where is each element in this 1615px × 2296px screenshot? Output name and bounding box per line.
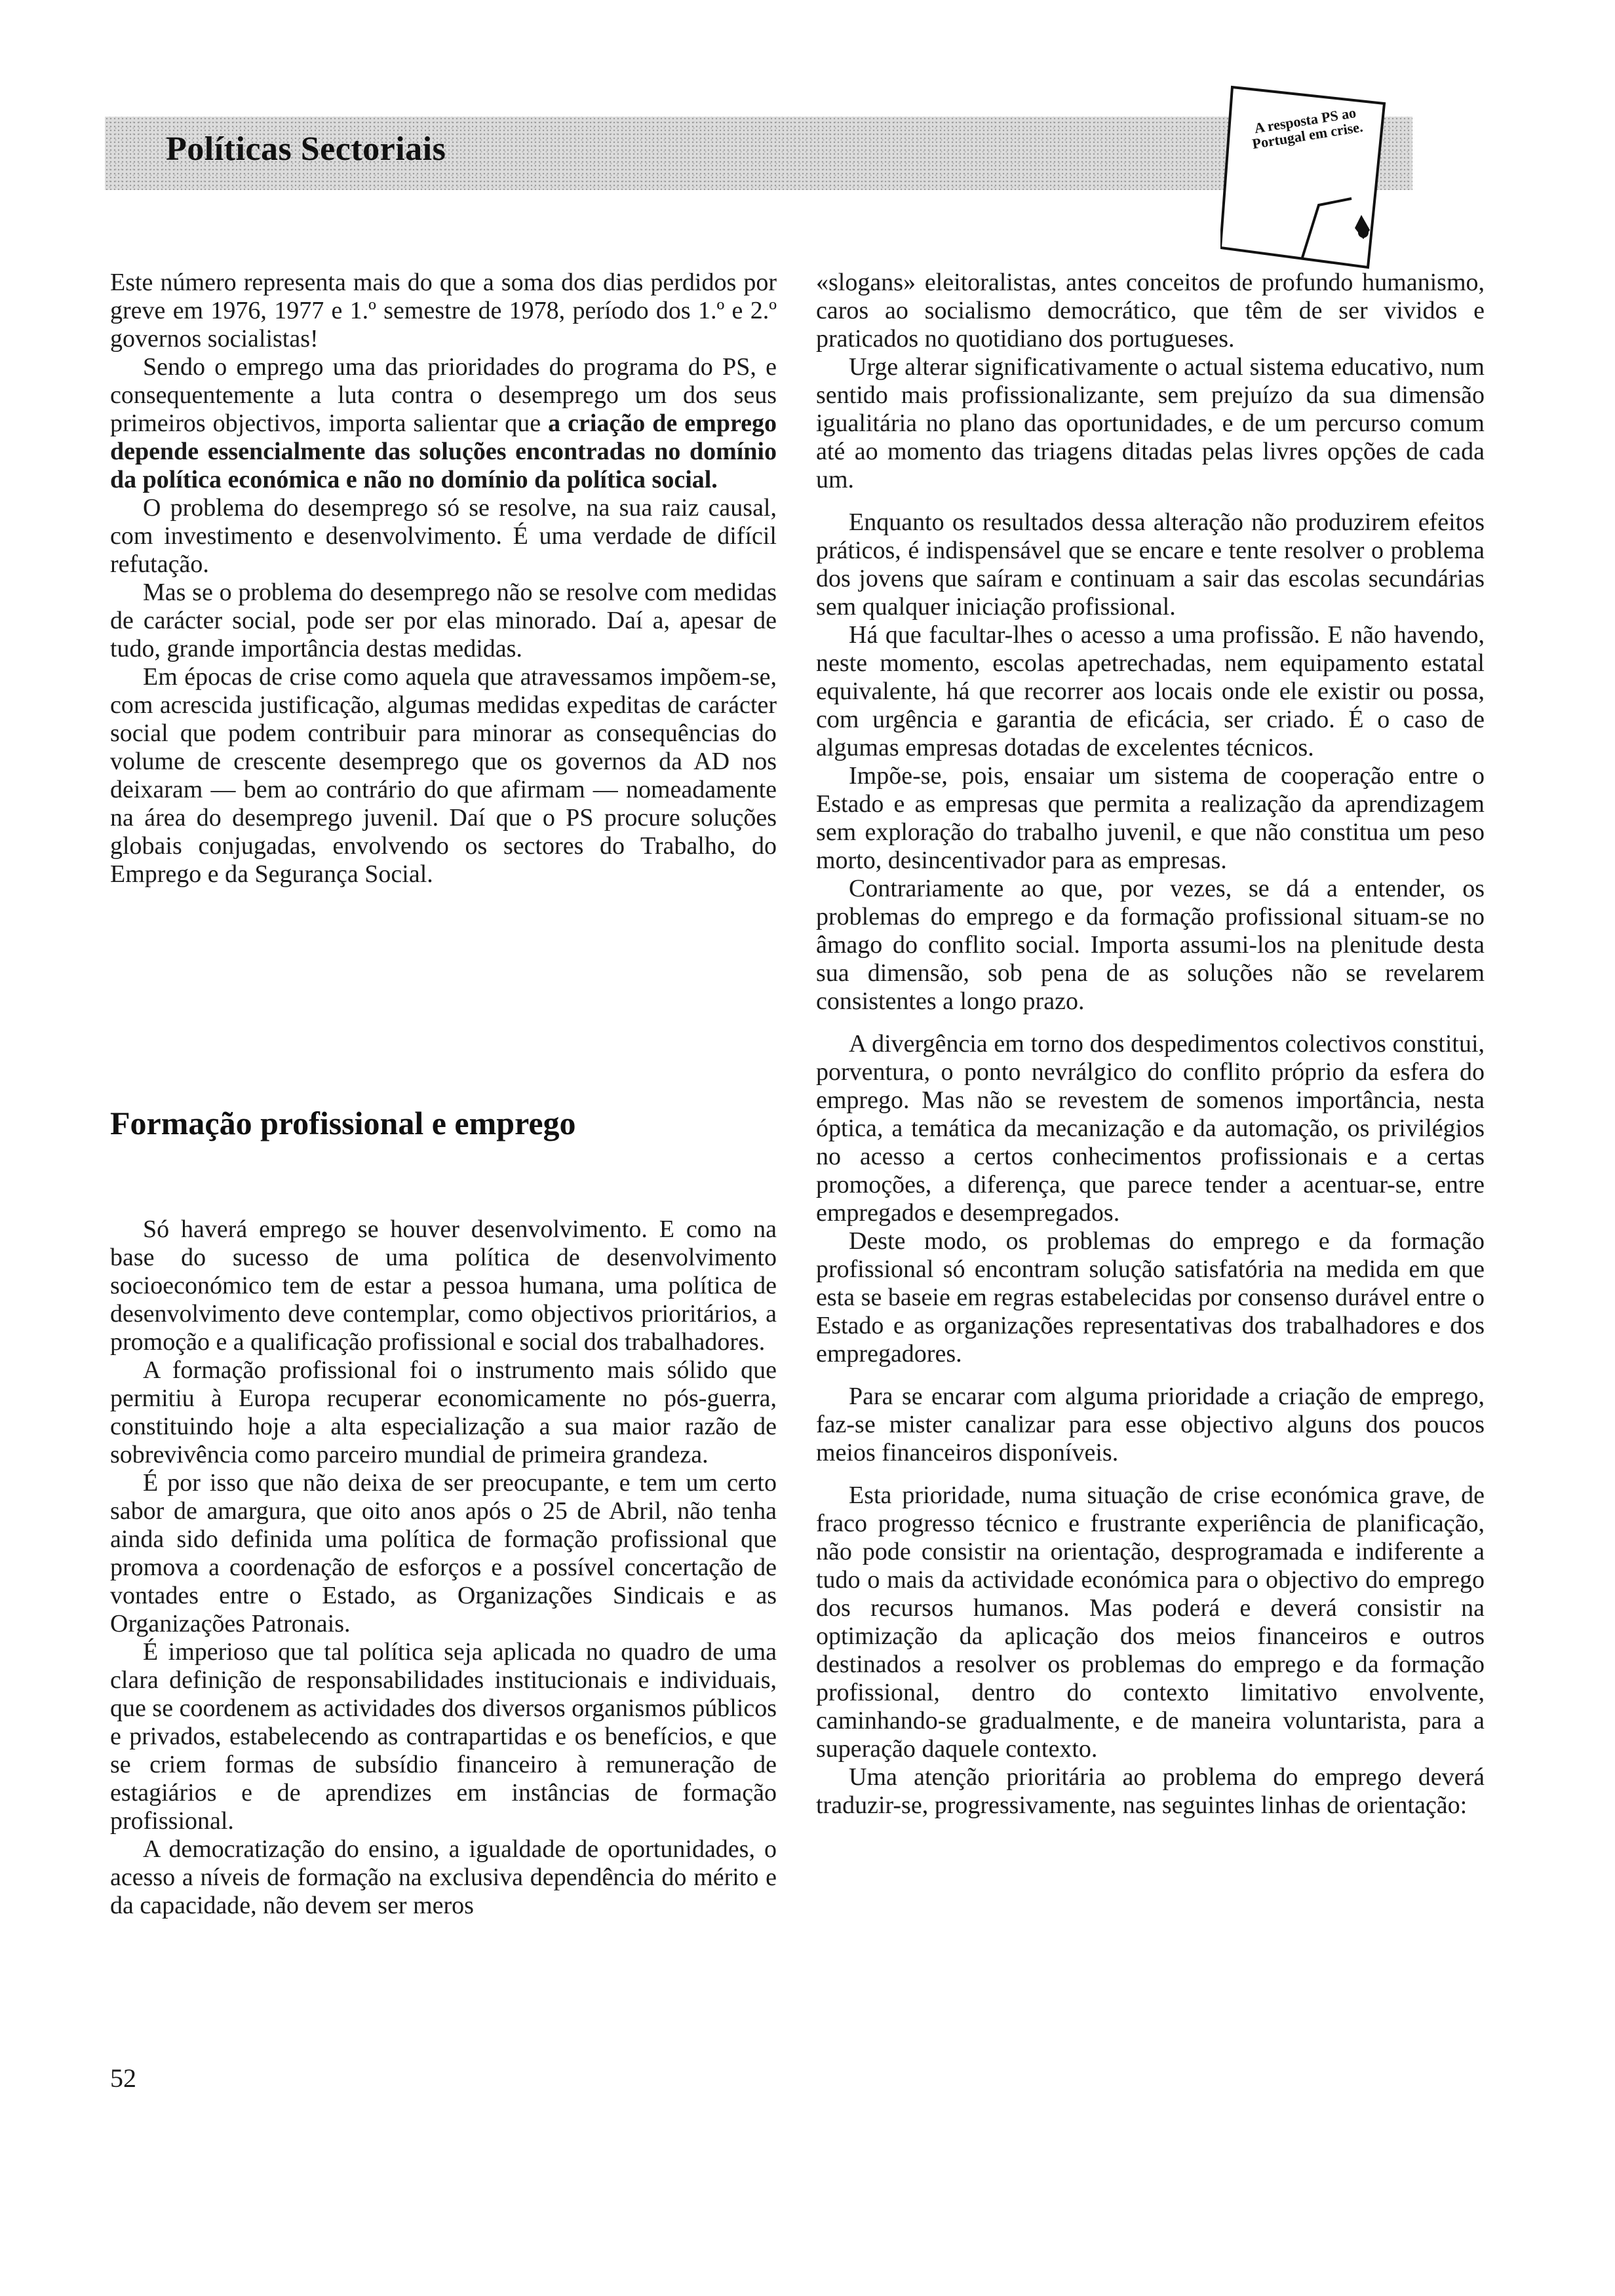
- paragraph: Mas se o problema do desemprego não se resolve com medidas de carácter social, pode ser por elas minorado. Daí a, apesar de tudo, grande importância destas medidas.: [110, 579, 777, 662]
- section-heading: Formação profissional e emprego: [110, 1105, 576, 1141]
- bold-emphasis: a criação de emprego depende essencialmente das soluções encontradas no domínio da política económica e não no domínio da política social.: [110, 410, 777, 493]
- section-header-title: Políticas Sectoriais: [166, 130, 446, 168]
- paragraph-text: Sendo o emprego uma das prioridades do programa do PS, e consequentemente a luta contra o desemprego um dos seus primeiros objectivos, importa salientar que: [110, 353, 777, 437]
- ps-logo: [1220, 67, 1394, 280]
- paragraph: Em épocas de crise como aquela que atravessamos impõem-se, com acrescida justificação, algumas medidas expeditas de carácter social que podem contribuir para minorar as consequências do volume de crescente desemprego que os governos da AD nos deixaram — bem ao contrário do que afirmam — nomeadamente na área do desemprego juvenil. Daí que o PS procure soluções globais conjugadas, envolvendo os sectores do Trabalho, do Emprego e da Segurança Social.: [110, 663, 777, 888]
- paragraph: Uma atenção prioritária ao problema do emprego deverá traduzir-se, progressivamente, nas seguintes linhas de orientação:: [816, 1763, 1485, 1819]
- paragraph: É por isso que não deixa de ser preocupante, e tem um certo sabor de amargura, que oito anos após o 25 de Abril, não tenha ainda sido definida uma política de formação profissional que promova a coordenação de esforços e a possível concertação de vontades entre o Estado, as Organizações Sindicais e as Organizações Patronais.: [110, 1469, 777, 1637]
- paragraph: Contrariamente ao que, por vezes, se dá a entender, os problemas do emprego e da formação profissional situam-se no âmago do conflito social. Importa assumi-los na plenitude desta sua dimensão, sob pena de as soluções não se revelarem consistentes a longo prazo.: [816, 875, 1485, 1015]
- logo-text: A resposta PS ao Portugal em crise.: [1251, 104, 1364, 153]
- paragraph: Só haverá emprego se houver desenvolvimento. E como na base do sucesso de uma política de desenvolvimento socioeconómico tem de estar a pessoa humana, uma política de desenvolvimento deve contemplar, como objectivos prioritários, a promoção e a qualificação profissional e social dos trabalhadores.: [110, 1215, 777, 1356]
- paragraph: Para se encarar com alguma prioridade a criação de emprego, faz-se mister canalizar para esse objectivo alguns dos poucos meios financeiros disponíveis.: [816, 1383, 1485, 1466]
- paragraph-with-emphasis: [110, 353, 777, 494]
- paragraph: Impõe-se, pois, ensaiar um sistema de cooperação entre o Estado e as empresas que permita a realização da aprendizagem sem exploração do trabalho juvenil, e que não constitua um peso morto, desincentivador para as empresas.: [816, 762, 1485, 874]
- paragraph: A democratização do ensino, a igualdade de oportunidades, o acesso a níveis de formação na exclusiva dependência do mérito e da capacidade, não devem ser meros: [110, 1835, 777, 1919]
- page-number: 52: [110, 2063, 136, 2093]
- paragraph: A divergência em torno dos despedimentos colectivos constitui, porventura, o ponto nevrálgico do conflito próprio da esfera do emprego. Mas não se revestem de somenos importância, nesta óptica, a temática da mecanização e da automação, os privilégios no acesso a certos conhecimentos profissionais e a certas promoções, a diferença, que parece tender a acentuar-se, entre empregados e desempregados.: [816, 1030, 1485, 1227]
- paragraph: Enquanto os resultados dessa alteração não produzirem efeitos práticos, é indispensável que se encare e tente resolver o problema dos jovens que saíram e continuam a sair das escolas secundárias sem qualquer iniciação profissional.: [816, 508, 1485, 621]
- logo-drawing: [1220, 67, 1394, 280]
- right-column: [816, 269, 1485, 1820]
- left-column-section: [110, 1215, 777, 1920]
- paragraph: É imperioso que tal política seja aplicada no quadro de uma clara definição de responsabilidades institucionais e individuais, que se coordenem as actividades dos diversos organismos públicos e privados, estabelecendo as contrapartidas e os benefícios, e que se criem formas de subsídio financeiro à remuneração de estagiários e de aprendizes em instâncias de formação profissional.: [110, 1638, 777, 1835]
- paragraph: Urge alterar significativamente o actual sistema educativo, num sentido mais profissionalizante, sem prejuízo da sua dimensão igualitária no plano das oportunidades, e de um percurso comum até ao momento das triagens ditadas pelas livres opções de cada um.: [816, 353, 1485, 493]
- paragraph: Deste modo, os problemas do emprego e da formação profissional só encontram solução satisfatória na medida em que esta se baseie em regras estabelecidas por consenso durável entre o Estado e as organizações representativas dos trabalhadores e dos empregadores.: [816, 1227, 1485, 1368]
- paragraph: O problema do desemprego só se resolve, na sua raiz causal, com investimento e desenvolvimento. É uma verdade de difícil refutação.: [110, 494, 777, 578]
- paragraph: Esta prioridade, numa situação de crise económica grave, de fraco progresso técnico e frustrante experiência de planificação, não pode consistir na orientação, desprogramada e indiferente a tudo o mais da actividade económica para o objectivo do emprego dos recursos humanos. Mas poderá e deverá consistir na optimização da aplicação dos meios financeiros e outros destinados a resolver os problemas do emprego e da formação profissional, dentro do contexto limitativo envolvente, caminhando-se gradualmente, e de maneira voluntarista, para a superação daquele contexto.: [816, 1482, 1485, 1763]
- paragraph: Há que facultar-lhes o acesso a uma profissão. E não havendo, neste momento, escolas apetrechadas, nem equipamento estatal equivalente, há que recorrer aos locais onde ele existir ou possa, com urgência e garantia de eficácia, ser criado. É o caso de algumas empresas dotadas de excelentes técnicos.: [816, 621, 1485, 761]
- paragraph: Este número representa mais do que a soma dos dias perdidos por greve em 1976, 1977 e 1.º semestre de 1978, período dos 1.º e 2.º governos socialistas!: [110, 269, 777, 353]
- paragraph: A formação profissional foi o instrumento mais sólido que permitiu à Europa recuperar economicamente no pós-guerra, constituindo hoje a alta especialização a sua maior razão de sobrevivência como parceiro mundial de primeira grandeza.: [110, 1356, 777, 1468]
- left-column: [110, 269, 777, 889]
- paragraph: «slogans» eleitoralistas, antes conceitos de profundo humanismo, caros ao socialismo democrático, que têm de ser vividos e praticados no quotidiano dos portugueses.: [816, 269, 1485, 353]
